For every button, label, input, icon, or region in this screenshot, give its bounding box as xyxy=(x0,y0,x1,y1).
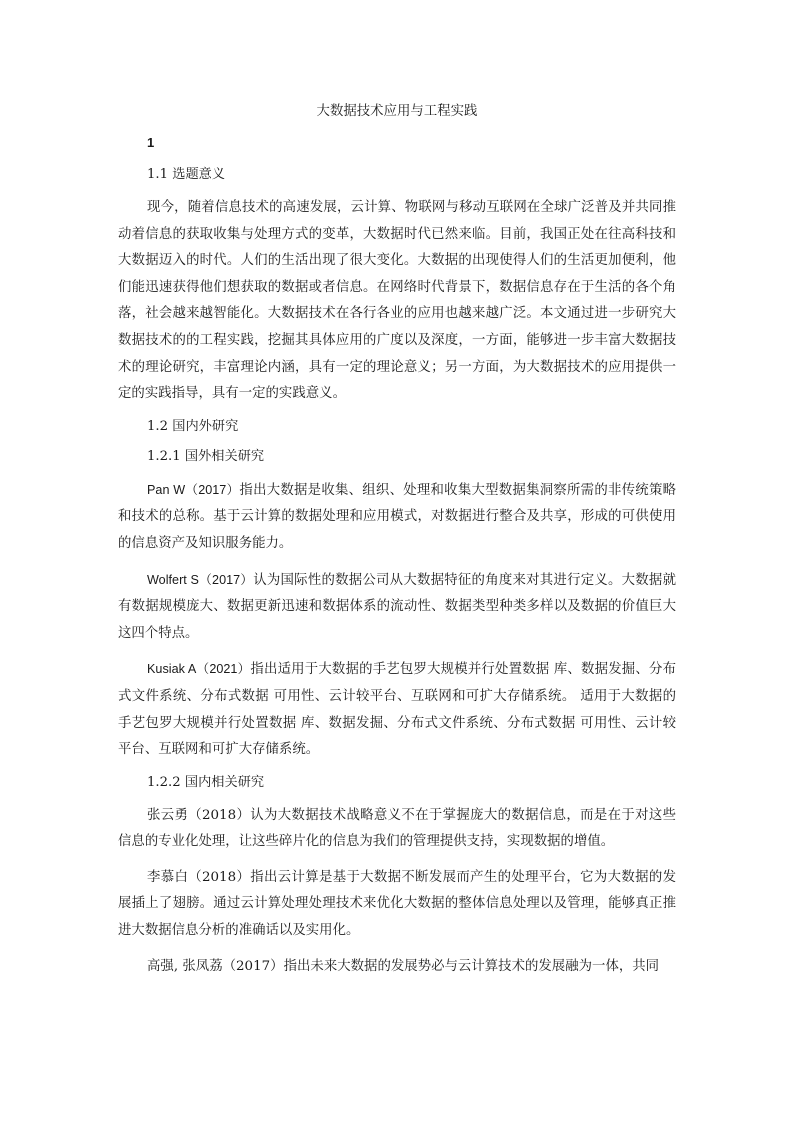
paragraph-gao-qiang: 高强, 张凤荔（2017）指出未来大数据的发展势必与云计算技术的发展融为一体，共同 xyxy=(147,958,660,974)
paragraph-significance: 现今，随着信息技术的高速发展，云计算、物联网与移动互联网在全球广泛普及并共同推动着信息的获取收集与处理方式的变革，大数据时代已然来临。目前，我国正处在往高科技和大数据迈入的时代。人们的生活出现了很大变化。大数据的出现使得人们的生活更加便利，他们能迅速获得他们想获取的数据或者信息。在网络时代背景下，数据信息存在于生活的各个角落，社会越来越智能化。大数据技术在各行各业的应用也越来越广泛。本文通过进一步研究大数据技术的的工程实践，挖掘其具体应用的广度以及深度，一方面，能够进一步丰富大数据技术的理论研究，丰富理论内涵，具有一定的理论意义；另一方面，为大数据技术的应用提供一定的实践指导，具有一定的实践意义。 xyxy=(118,200,676,402)
chapter-heading: 1 xyxy=(147,135,155,150)
section-heading-1-2-1: 1.2.1 国外相关研究 xyxy=(147,448,265,464)
paragraph-zhang-yunyong: 张云勇（2018）认为大数据技术战略意义不在于掌握庞大的数据信息，而是在于对这些信息的专业化处理，让这些碎片化的信息为我们的管理提供支持，实现数据的增值。 xyxy=(118,807,676,850)
citation-author: Pan W（2017） xyxy=(147,482,240,497)
paragraph-kusiak-a xyxy=(118,656,676,763)
citation-text: 指出大数据是收集、组织、处理和收集大型数据集洞察所需的非传统策略和技术的总称。基于云计算的数据处理和应用模式，对数据进行整合及共享，形成的可供使用的信息资产及知识服务能力。 xyxy=(118,482,676,551)
document-body xyxy=(118,102,676,989)
citation-text: 指出适用于大数据的手艺包罗大规模并行处置数据 库、数据发掘、分布式文件系统、分布式数据 可用性、云计较平台、互联网和可扩大存储系统。 适用于大数据的手艺包罗大规模并行处置数据 库、数据发掘、分布式文件系统、分布式数据 可用性、云计较平台、互联网和可扩大存储系统。 xyxy=(118,662,676,758)
document-title: 大数据技术应用与工程实践 xyxy=(316,104,478,119)
paragraph-pan-w xyxy=(118,477,676,558)
paragraph-li-mubai: 李慕白（2018）指出云计算是基于大数据不断发展而产生的处理平台，它为大数据的发展插上了翅膀。通过云计算处理处理技术来优化大数据的整体信息处理以及管理，能够真正推进大数据信息分析的准确话以及实用化。 xyxy=(118,869,676,939)
section-heading-1-1: 1.1 选题意义 xyxy=(147,167,226,182)
citation-author: Wolfert S（2017） xyxy=(147,572,254,587)
paragraph-wolfert-s xyxy=(118,567,676,648)
citation-text: 认为国际性的数据公司从大数据特征的角度来对其进行定义。大数据就有数据规模庞大、数据更新迅速和数据体系的流动性、数据类型种类多样以及数据的价值巨大这四个特点。 xyxy=(118,572,676,641)
section-heading-1-2: 1.2 国内外研究 xyxy=(147,418,239,434)
citation-author: Kusiak A（2021） xyxy=(147,662,251,677)
section-heading-1-2-2: 1.2.2 国内相关研究 xyxy=(147,774,265,790)
